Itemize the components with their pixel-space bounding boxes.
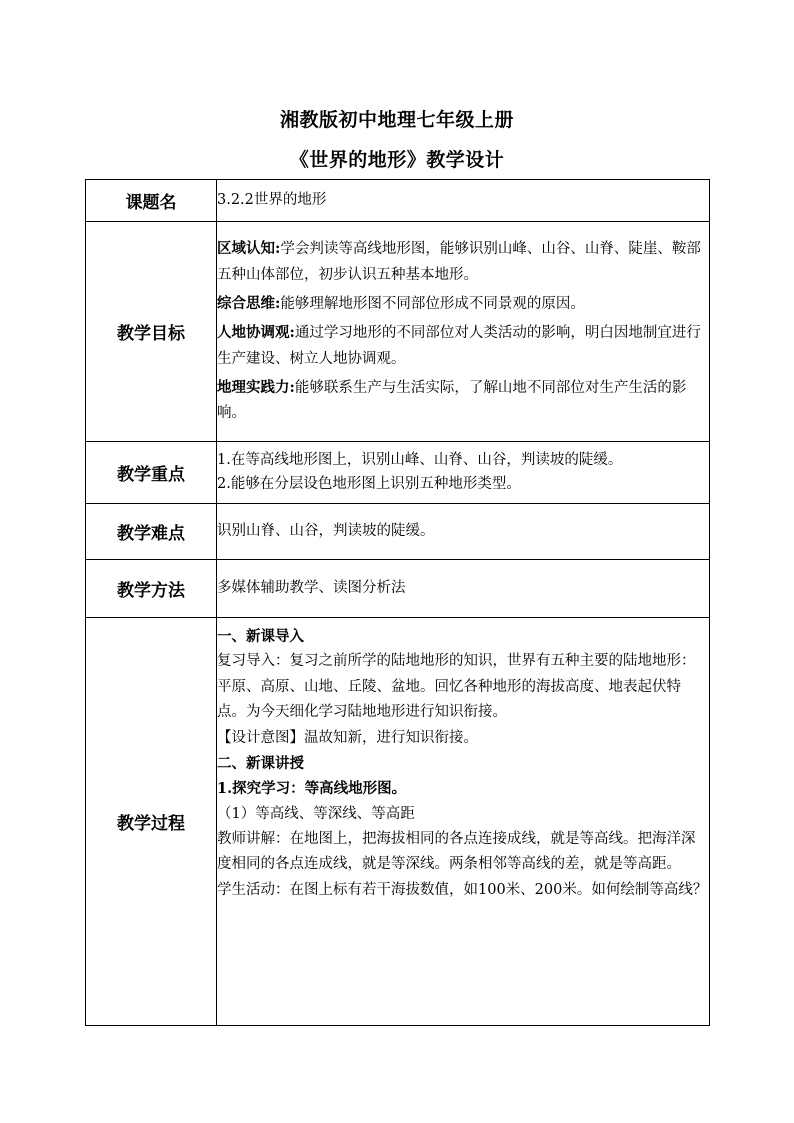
goal-item: 地理实践力:能够联系生产与生活实际，了解山地不同部位对生产生活的影响。 — [217, 379, 687, 422]
process-paragraph: 学生活动：在图上标有若干海拔数值，如100米、200米。如何绘制等高线？ — [217, 881, 708, 898]
process-paragraph: 教师讲解：在地图上，把海拔相同的各点连接成线，就是等高线。把海洋深度相同的各点连成线，就是等深线。两条相邻等高线的差，就是等高距。 — [217, 831, 696, 873]
value-goals — [217, 222, 710, 442]
label-goals: 教学目标 — [86, 222, 217, 442]
value-method: 多媒体辅助教学、读图分析法 — [217, 560, 710, 618]
label-method: 教学方法 — [86, 560, 217, 618]
row-method — [86, 560, 710, 618]
key-point-item: 1.在等高线地形图上，识别山峰、山脊、山谷，判读坡的陡缓。 — [217, 452, 623, 469]
value-topic: 3.2.2世界的地形 — [217, 180, 710, 222]
process-paragraph: 复习导入：复习之前所学的陆地地形的知识，世界有五种主要的陆地地形：平原、高原、山地、丘陵、盆地。回忆各种地形的海拔高度、地表起伏特点。为今天细化学习陆地地形进行知识衔接。 — [217, 653, 696, 721]
label-topic: 课题名 — [86, 180, 217, 222]
row-process — [86, 618, 710, 1026]
process-heading-1: 一、新课导入 — [217, 628, 304, 645]
process-design-intent: 【设计意图】温故知新，进行知识衔接。 — [217, 729, 478, 746]
row-topic — [86, 180, 710, 222]
row-goals — [86, 222, 710, 442]
lesson-plan-table — [85, 179, 710, 1026]
goal-item: 综合思维:能够理解地形图不同部位形成不同景观的原因。 — [217, 294, 585, 312]
row-key-points — [86, 442, 710, 504]
label-key-points: 教学重点 — [86, 442, 217, 504]
goal-item: 区域认知:学会判读等高线地形图，能够识别山峰、山谷、山脊、陡崖、鞍部五种山体部位，初步认识五种基本地形。 — [217, 240, 701, 283]
process-subheading: （1）等高线、等深线、等高距 — [217, 805, 415, 822]
doc-title-line-2: 《世界的地形》教学设计 — [289, 149, 505, 171]
doc-title-line-1: 湘教版初中地理七年级上册 — [279, 109, 514, 131]
process-heading-2: 二、新课讲授 — [217, 754, 304, 772]
value-difficulty: 识别山脊、山谷，判读坡的陡缓。 — [217, 504, 710, 560]
label-difficulty: 教学难点 — [86, 504, 217, 560]
row-difficulty — [86, 504, 710, 560]
value-key-points — [217, 442, 710, 504]
key-point-item: 2.能够在分层设色地形图上识别五种地形类型。 — [217, 475, 521, 492]
goal-item: 人地协调观:通过学习地形的不同部位对人类活动的影响，明白因地制宜进行生产建设、树立人地协调观。 — [217, 324, 701, 367]
process-heading-3: 1.探究学习：等高线地形图。 — [217, 780, 407, 798]
label-process: 教学过程 — [86, 618, 217, 1026]
value-process — [217, 618, 710, 1026]
